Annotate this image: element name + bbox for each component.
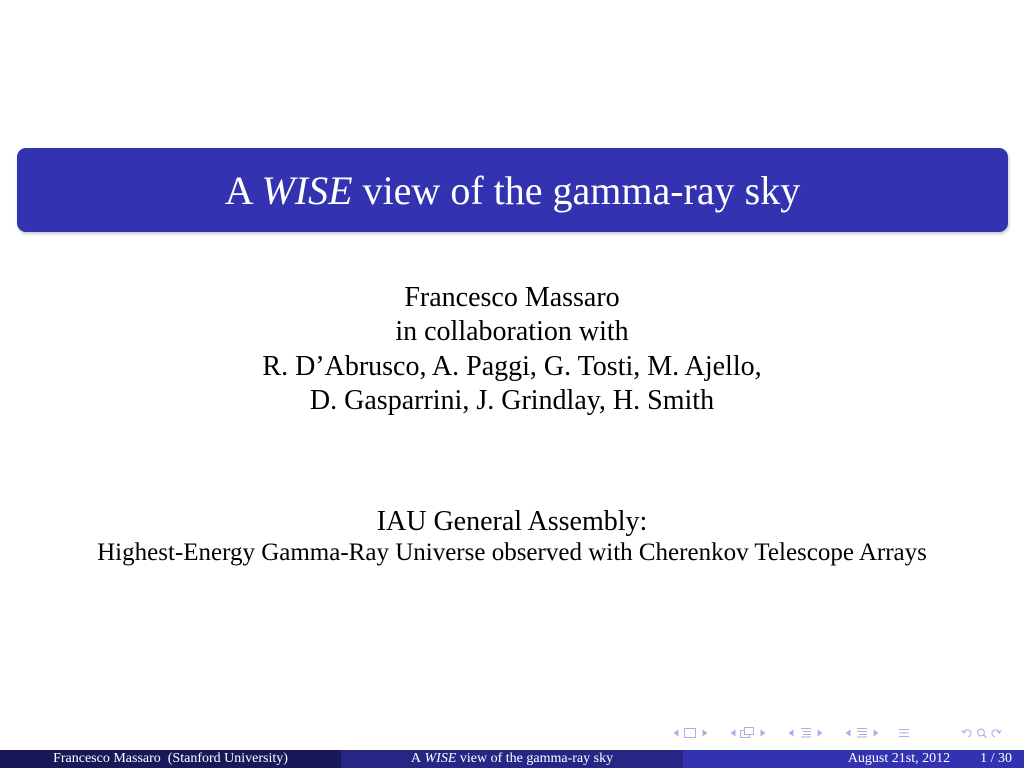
event-session: Highest-Energy Gamma-Ray Universe observed with Cherenkov Telescope Arrays	[97, 539, 927, 566]
nav-next-slide-icon[interactable]	[702, 729, 708, 737]
footer-title-prefix: A	[410, 751, 422, 766]
nav-next-section-icon[interactable]	[873, 729, 879, 737]
footer-date-box	[683, 750, 1024, 768]
nav-frame-icon[interactable]	[740, 727, 754, 738]
footer-author-box	[0, 750, 341, 768]
nav-prev-section-icon[interactable]	[845, 729, 851, 737]
footer-title-suffix: view of the gamma-ray sky	[459, 751, 614, 766]
nav-subsection-icon[interactable]	[800, 727, 812, 738]
footer-title-emphasis: WISE	[424, 751, 457, 766]
nav-forward-icon[interactable]	[990, 728, 1002, 738]
title-prefix: A	[224, 167, 252, 213]
collaborators-line-1: R. D’Abrusco, A. Paggi, G. Tosti, M. Ajello,	[262, 350, 762, 382]
slide-title	[225, 167, 800, 214]
title-emphasis: WISE	[261, 167, 353, 213]
nav-slide-icon[interactable]	[684, 728, 696, 738]
nav-prev-subsection-icon[interactable]	[788, 729, 794, 737]
footer-author: Francesco Massaro	[53, 751, 161, 766]
title-banner	[17, 148, 1008, 232]
nav-section-icon[interactable]	[856, 727, 868, 738]
nav-document-icon[interactable]	[898, 728, 910, 738]
nav-search-icon[interactable]	[976, 728, 988, 738]
footer-institute: (Stanford University)	[167, 751, 288, 766]
presenter-name: Francesco Massaro	[404, 282, 620, 313]
collaboration-label: in collaboration with	[395, 316, 629, 348]
footer-title-box	[341, 750, 683, 768]
nav-prev-frame-icon[interactable]	[730, 729, 736, 737]
title-suffix: view of the gamma-ray sky	[362, 167, 801, 213]
nav-back-icon[interactable]	[961, 728, 973, 738]
footer-date: August 21st, 2012	[847, 751, 951, 766]
nav-prev-slide-icon[interactable]	[673, 729, 679, 737]
collaborators-line-2: D. Gasparrini, J. Grindlay, H. Smith	[309, 385, 715, 417]
nav-next-frame-icon[interactable]	[760, 729, 766, 737]
author-block	[0, 281, 1024, 419]
footer-page-number: 1 / 30	[980, 751, 1012, 766]
event-name: IAU General Assembly:	[376, 506, 648, 537]
nav-next-subsection-icon[interactable]	[817, 729, 823, 737]
footline	[0, 750, 1024, 768]
